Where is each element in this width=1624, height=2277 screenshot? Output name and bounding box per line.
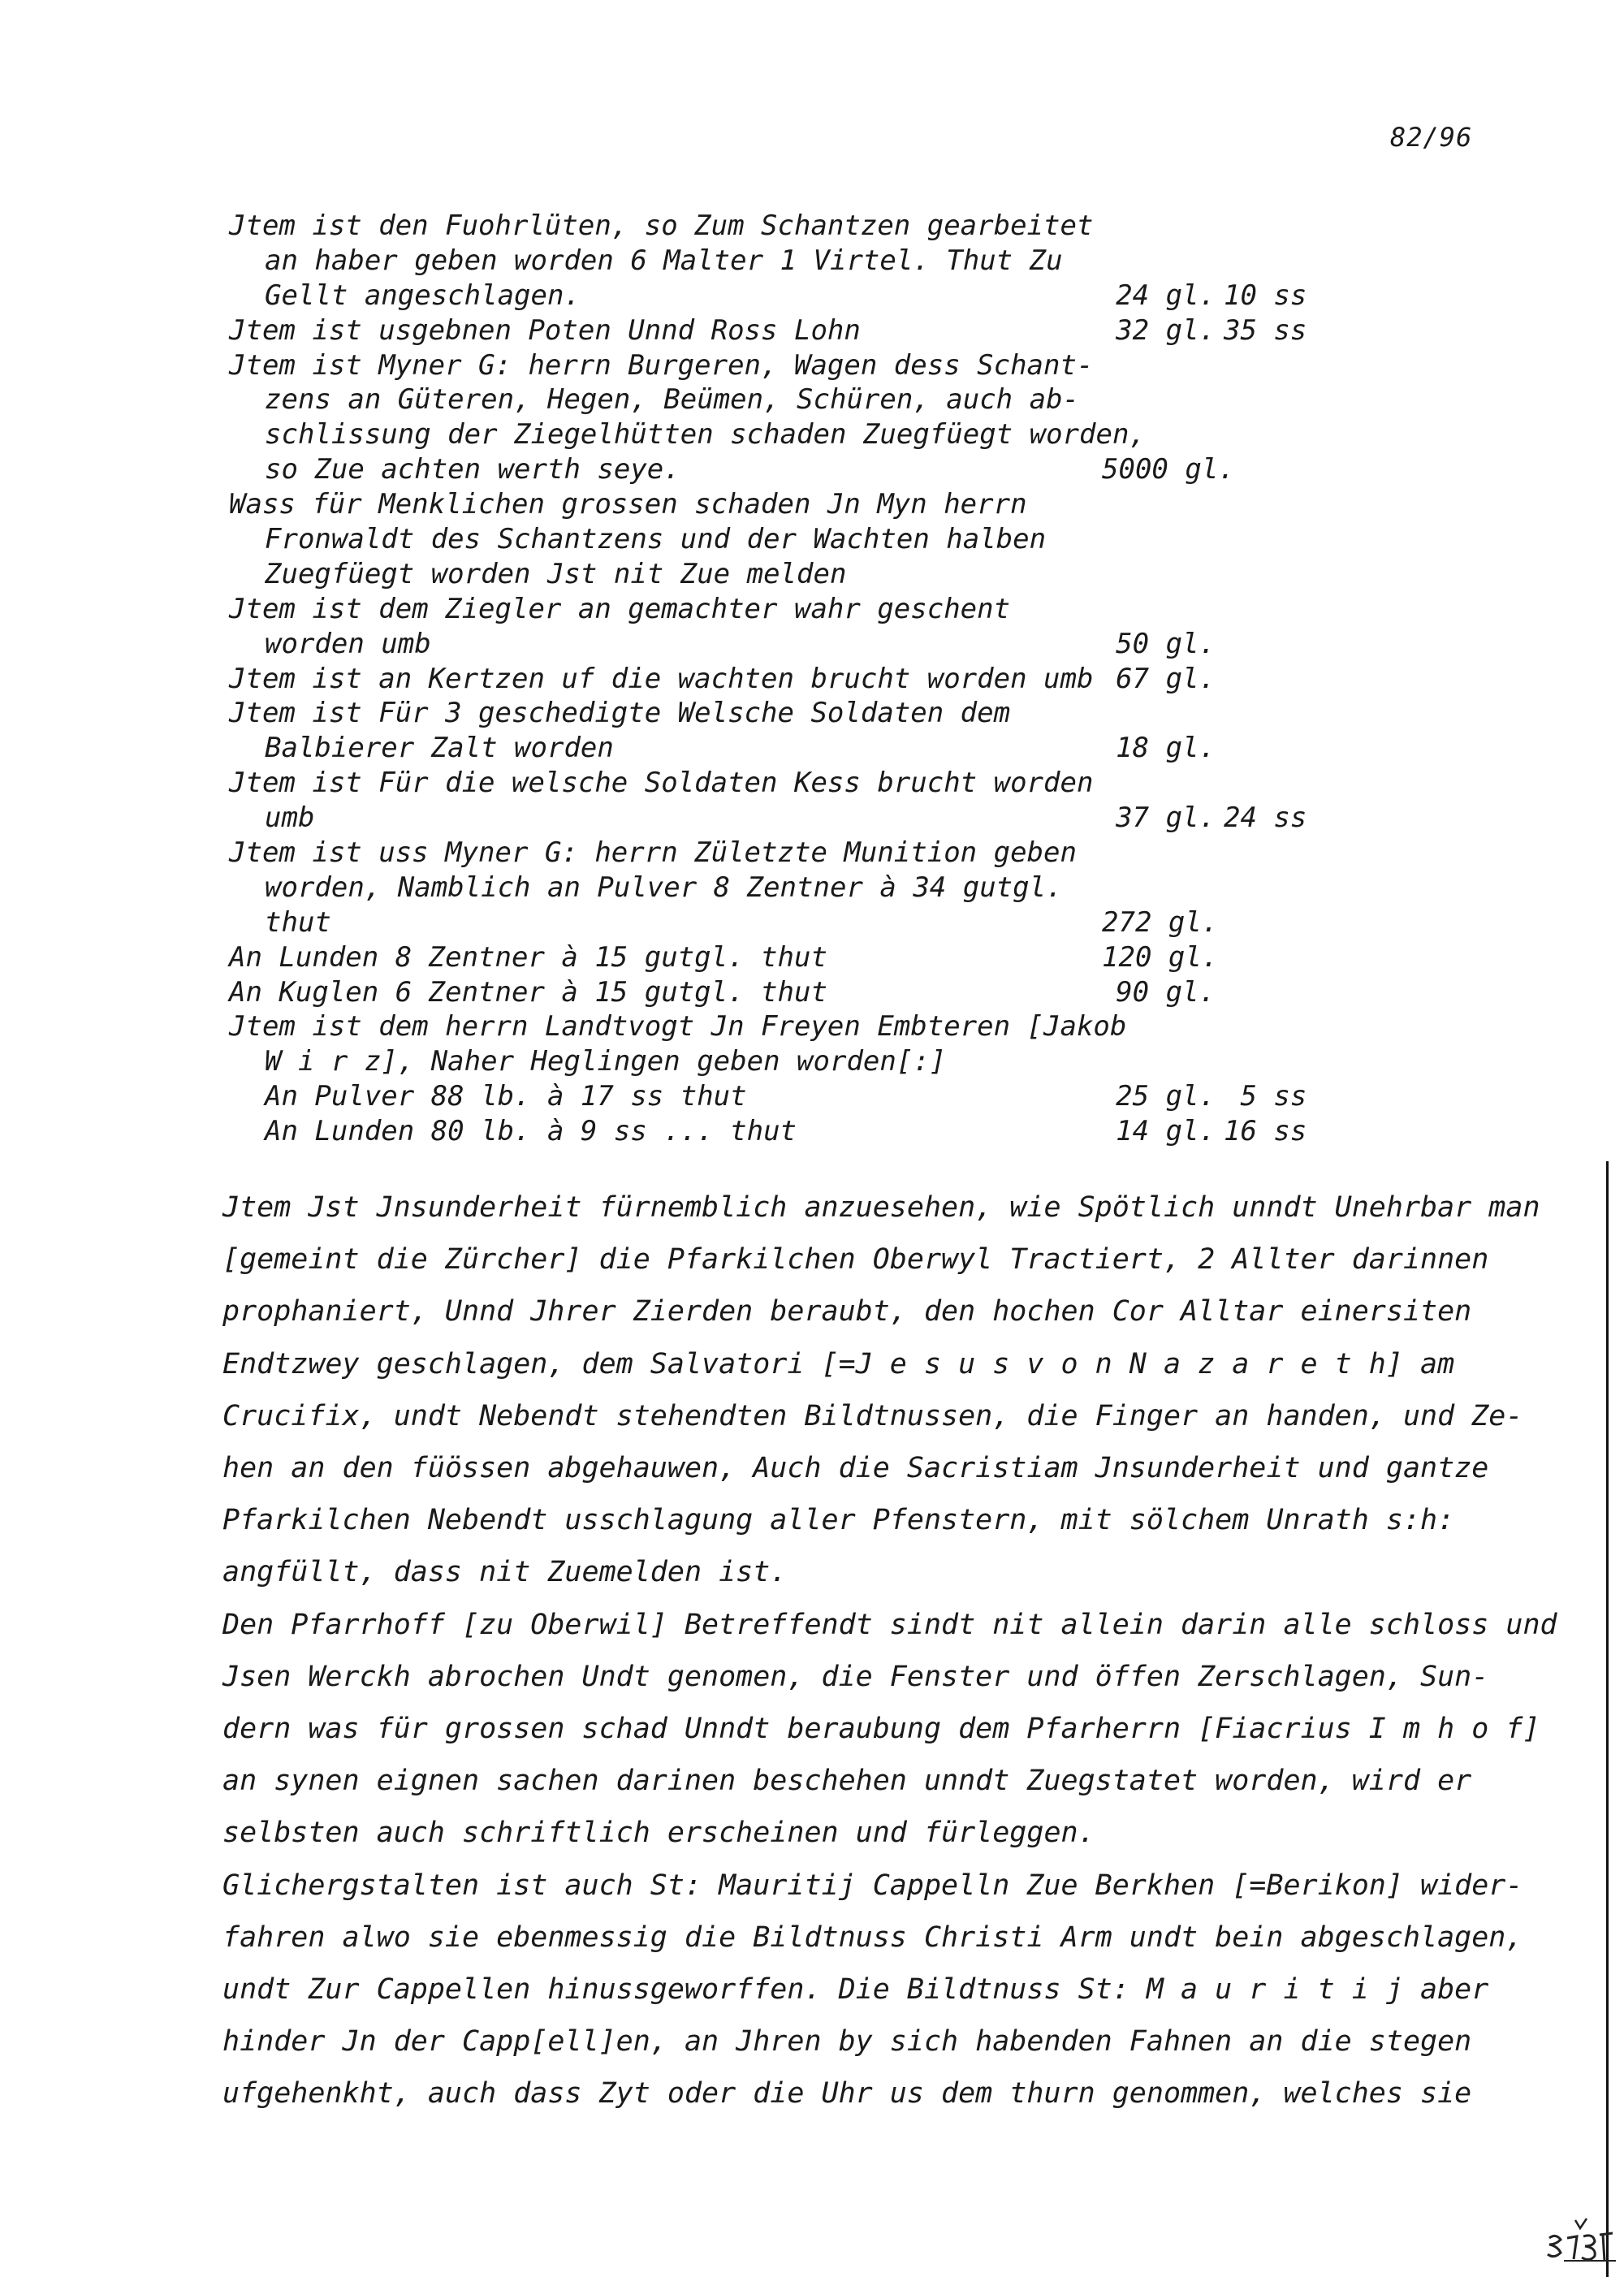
- ledger-entry: [229, 975, 1415, 1010]
- paragraph-line: selbsten auch schriftlich erscheinen und fürleggen.: [222, 1817, 1095, 1850]
- ledger-entry: [229, 348, 1415, 488]
- ledger-description: Jtem ist uss Myner G: herrn Zületzte Munition geben: [229, 836, 1077, 870]
- ledger-description: so Zue achten werth seye.: [265, 453, 680, 486]
- ledger-line: [229, 836, 1415, 871]
- paragraph: [222, 1860, 1522, 2120]
- ledger-amount-schilling: 24 ss: [1224, 801, 1307, 835]
- scan-edge-line: [1606, 1161, 1609, 2277]
- ledger-line: [229, 731, 1415, 766]
- ledger-description: zens an Güteren, Hegen, Beümen, Schüren, auch ab-: [265, 383, 1080, 417]
- ledger-line: [229, 417, 1415, 452]
- ledger-line: [229, 557, 1415, 592]
- ledger-line: [229, 905, 1415, 940]
- paragraph-line: hen an den füössen abgehauwen, Auch die Sacristiam Jnsunderheit und gantze: [222, 1452, 1489, 1485]
- ledger-entry: [229, 696, 1415, 766]
- ledger-description: Jtem ist Für die welsche Soldaten Kess brucht worden: [229, 767, 1094, 800]
- ledger-description: worden, Namblich an Pulver 8 Zentner à 34 gutgl.: [265, 871, 1063, 904]
- ledger-amount-gulden: 120 gl.: [1102, 940, 1219, 974]
- ledger-line: [229, 940, 1415, 975]
- ledger-amount-gulden: 272 gl.: [1102, 905, 1219, 939]
- ledger-description: W i r z], Naher Heglingen geben worden[:]: [265, 1045, 947, 1078]
- ledger-amount-gulden: 90 gl.: [1116, 975, 1216, 1009]
- archive-stamp-mark: [1544, 2217, 1618, 2266]
- ledger-line: [229, 348, 1415, 383]
- ledger-amount-schilling: 35 ss: [1224, 313, 1307, 347]
- ledger-description: Fronwaldt des Schantzens und der Wachten halben: [265, 523, 1047, 556]
- ledger-description: Jtem ist an Kertzen uf die wachten brucht worden umb: [229, 662, 1094, 695]
- ledger-line: [229, 592, 1415, 627]
- ledger-line: [229, 452, 1415, 487]
- ledger-description: worden umb: [265, 627, 431, 660]
- ledger-line: [229, 244, 1415, 279]
- ledger-description: An Lunden 80 lb. à 9 ss ... thut: [265, 1115, 797, 1148]
- ledger-description: An Pulver 88 lb. à 17 ss thut: [265, 1080, 747, 1113]
- ledger-amount-gulden: 67 gl.: [1116, 662, 1216, 695]
- ledger-line: [229, 1079, 1415, 1114]
- ledger-amount-gulden: 18 gl.: [1116, 732, 1216, 765]
- ledger-amount-gulden: 24 gl.: [1116, 279, 1216, 312]
- paragraph-line: [gemeint die Zürcher] die Pfarkilchen Oberwyl Tractiert, 2 Allter darinnen: [222, 1243, 1489, 1277]
- ledger-entry: [229, 836, 1415, 940]
- paragraph-line: Glichergstalten ist auch St: Mauritij Cappelln Zue Berkhen [=Berikon] wider-: [222, 1869, 1523, 1902]
- ledger-amount-gulden: 32 gl.: [1116, 313, 1216, 347]
- ledger-description: Jtem ist den Fuohrlüten, so Zum Schantzen gearbeitet: [229, 210, 1094, 242]
- ledger-description: Jtem ist Myner G: herrn Burgeren, Wagen dess Schant-: [229, 348, 1094, 382]
- ledger-line: [229, 382, 1415, 417]
- ledger-line: [229, 766, 1415, 801]
- ledger-entry: [229, 209, 1415, 313]
- paragraph-line: prophaniert, Unnd Jhrer Zierden beraubt, den hochen Cor Alltar einersiten: [222, 1295, 1472, 1329]
- ledger-entry: [229, 487, 1415, 592]
- ledger-description: An Kuglen 6 Zentner à 15 gutgl. thut: [229, 975, 827, 1009]
- ledger-amount-schilling: 10 ss: [1224, 279, 1307, 312]
- ledger-description: an haber geben worden 6 Malter 1 Virtel. Thut Zu: [265, 244, 1063, 277]
- paragraph-line: hinder Jn der Capp[ell]en, an Jhren by sich habenden Fahnen an die stegen: [222, 2025, 1472, 2059]
- ledger-entry: [229, 592, 1415, 662]
- paragraph-line: ufgehenkht, auch dass Zyt oder die Uhr us dem thurn genommen, welches sie: [222, 2077, 1472, 2111]
- ledger-description: Jtem ist dem herrn Landtvogt Jn Freyen Embteren [Jakob: [229, 1010, 1127, 1043]
- ledger-line: [229, 313, 1415, 348]
- paragraph-line: dern was für grossen schad Unndt beraubung dem Pfarherrn [Fiacrius I m h o f]: [222, 1713, 1540, 1746]
- ledger-line: [229, 801, 1415, 836]
- ledger-description: Balbierer Zalt worden: [265, 732, 614, 765]
- paragraph-line: fahren alwo sie ebenmessig die Bildtnuss Christi Arm undt bein abgeschlagen,: [222, 1921, 1523, 1954]
- ledger-entry: [229, 766, 1415, 836]
- paragraph-line: Endtzwey geschlagen, dem Salvatori [=J e s u s v o n N a z a r e t h] am: [222, 1347, 1455, 1380]
- ledger-amount-schilling: 5 ss: [1224, 1080, 1307, 1113]
- ledger-line: [229, 662, 1415, 697]
- ledger-description: thut: [265, 905, 331, 939]
- ledger-description: Gellt angeschlagen.: [265, 279, 581, 312]
- ledger-entry: [229, 313, 1415, 348]
- ledger-description: Jtem ist Für 3 geschedigte Welsche Soldaten dem: [229, 697, 1011, 730]
- paragraph-line: an synen eignen sachen darinen beschehen unndt Zuegstatet worden, wird er: [222, 1765, 1472, 1798]
- ledger-description: Zuegfüegt worden Jst nit Zue melden: [265, 557, 847, 590]
- paragraph-line: Pfarkilchen Nebendt usschlagung aller Pfenstern, mit sölchem Unrath s:h:: [222, 1504, 1455, 1537]
- ledger-line: [229, 871, 1415, 905]
- paragraph: [222, 1599, 1557, 1860]
- ledger-amount-schilling: 16 ss: [1224, 1115, 1307, 1148]
- ledger-amount-gulden: 25 gl.: [1116, 1080, 1216, 1113]
- paragraph-line: Jsen Werckh abrochen Undt genomen, die Fenster und öffen Zerschlagen, Sun-: [222, 1660, 1489, 1693]
- paragraph-line: undt Zur Cappellen hinussgeworffen. Die Bildtnuss St: M a u r i t i j aber: [222, 1973, 1489, 2007]
- ledger-description: umb: [265, 801, 315, 835]
- ledger-line: [229, 487, 1415, 522]
- ledger-entry: [229, 662, 1415, 697]
- ledger-amount-gulden: 37 gl.: [1116, 801, 1216, 835]
- ledger-line: [229, 279, 1415, 313]
- ledger-line: [229, 209, 1415, 244]
- paragraph: [222, 1182, 1540, 1599]
- ledger: [229, 209, 1415, 1149]
- ledger-line: [229, 975, 1415, 1010]
- ledger-line: [229, 696, 1415, 731]
- narrative-text: [222, 1182, 1557, 2120]
- ledger-amount-gulden: 5000 gl.: [1102, 453, 1235, 486]
- ledger-amount-gulden: 50 gl.: [1116, 627, 1216, 660]
- ledger-description: Jtem ist dem Ziegler an gemachter wahr geschent: [229, 592, 1011, 625]
- ledger-description: Jtem ist usgebnen Poten Unnd Ross Lohn: [229, 313, 861, 347]
- paragraph-line: Jtem Jst Jnsunderheit fürnemblich anzuesehen, wie Spötlich unndt Unehrbar man: [222, 1191, 1540, 1224]
- ledger-amount-gulden: 14 gl.: [1116, 1115, 1216, 1148]
- ledger-entry: [229, 940, 1415, 975]
- ledger-line: [229, 522, 1415, 557]
- ledger-entry: [229, 1009, 1415, 1149]
- paragraph-line: angfüllt, dass nit Zuemelden ist.: [222, 1556, 788, 1589]
- ledger-line: [229, 627, 1415, 662]
- ledger-line: [229, 1044, 1415, 1079]
- paragraph-line: Crucifix, undt Nebendt stehendten Bildtnussen, die Finger an handen, und Ze-: [222, 1399, 1523, 1432]
- ledger-line: [229, 1009, 1415, 1044]
- ledger-description: Wass für Menklichen grossen schaden Jn Myn herrn: [229, 488, 1027, 521]
- ledger-description: schlissung der Ziegelhütten schaden Zuegfüegt worden,: [265, 418, 1146, 452]
- page-number: 82/96: [1390, 122, 1473, 153]
- paragraph-line: Den Pfarrhoff [zu Oberwil] Betreffendt sindt nit allein darin alle schloss und: [222, 1608, 1557, 1641]
- ledger-description: An Lunden 8 Zentner à 15 gutgl. thut: [229, 940, 827, 974]
- ledger-line: [229, 1114, 1415, 1149]
